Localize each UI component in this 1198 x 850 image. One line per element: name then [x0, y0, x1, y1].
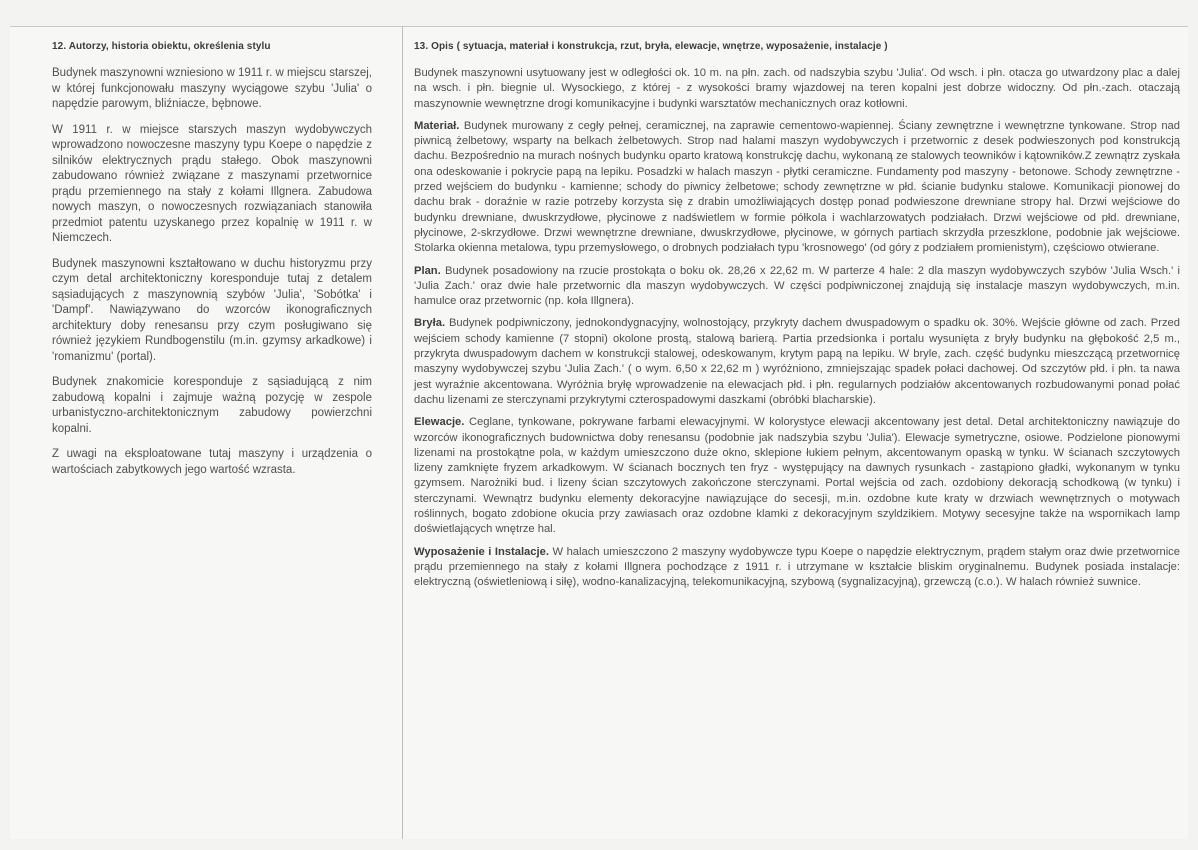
- elewacje-label: Elewacje.: [414, 416, 465, 429]
- elewacje-paragraph: [414, 415, 1180, 537]
- section-12: [52, 41, 372, 488]
- bryla-text: Budynek podpiwniczony, jednokondygnacyjny, wolnostojący, przykryty dachem dwuspadowym o spadku ok. 30%. Wejście główne od zach. Przed wejściem schody kamienne (7 stopni) okolone prostą, stalową barierą. Partia przedsionka i portalu wysunięta z bryły budynku na głębokość 2,5 m., przykryta dwuspadowym dachem w konstrukcji stalowej, odeskowanym, krytym papą na lepiku. W bryle, zach. część budynku mieszczącą przetwornicę maszyny wydobywczej szybu 'Julia Zach.' ( o wym. 6,50 x 22,62 m ) wyróżniono, zmniejszając spadek połaci dachowej. Od szczytów płd. i płn. ta nawa jest wyraźnie akcentowana. Wyróżnia bryłę wprowadzenie na elewacjach płd. i płn. regularnych podziałów akcentowanych rozbudowanymi ponad połać dachu lizenami ze sterczynami przykrytymi czterospadowymi daszkami (obróbki blacharskie).: [414, 317, 1180, 406]
- material-paragraph: [414, 119, 1180, 257]
- wyposazenie-label: Wyposażenie i Instalacje.: [414, 545, 549, 558]
- section-13: [414, 41, 1180, 598]
- plan-label: Plan.: [414, 264, 441, 277]
- wyposazenie-paragraph: [414, 545, 1180, 591]
- section-12-title: 12. Autorzy, historia obiektu, określenia stylu: [52, 41, 271, 52]
- history-paragraph-5: Z uwagi na eksploatowane tutaj maszyny i urządzenia o wartościach zabytkowych jego wartość wzrasta.: [52, 448, 372, 476]
- history-paragraph-3: Budynek maszynowni kształtowano w duchu historyzmu przy czym detal architektoniczny koresponduje tutaj z detalem sąsiadujących z maszynownią szybów 'Julia', 'Sobótka' i 'Dampf'. Nawiązywano do wzorców ikonograficznych architektury doby renesansu przy czym posługiwano się również językiem Rundbogenstilu (m.in. gzymsy arkadkowe) i 'romanizmu' (portal).: [52, 257, 372, 363]
- bryla-label: Bryła.: [414, 317, 446, 330]
- history-paragraph-1: Budynek maszynowni wzniesiono w 1911 r. w miejscu starszej, w której funkcjonowału maszyny wyciągowe szybu 'Julia' o napędzie parowym, bliźniacze, bębnowe.: [52, 67, 373, 110]
- situation-paragraph: Budynek maszynowni usytuowany jest w odległości ok. 10 m. na płn. zach. od nadszybia szybu 'Julia'. Od wsch. i płn. otacza go utwardzony plac a dalej na wsch. i płn. biegnie ul. Wysockiego, z której - z wysokości bramy wjazdowej na teren kopalni jest dobrze widoczny. Od płn.-zach. otaczają maszynownie wewnętrzne drogi komunikacyjne i budynki warsztatów mechanicznych oraz kotłowni.: [414, 67, 1180, 110]
- elewacje-text: Ceglane, tynkowane, pokrywane farbami elewacyjnymi. W kolorystyce elewacji akcentowany jest detal. Detal architektoniczny nawiązuje do wzorców ikonograficznych budownictwa doby renesansu (podobnie jak nadszybia szybu 'Julia'). Elewacje symetryczne, osiowe. Podzielone pionowymi lizenami na prostokątne pola, w każdym umieszczono duże okno, sklepione łukiem pełnym, akcentowanym opaską w tynku. W ścianach szczytowych lizeny zamknięte fryzem arkadkowym. W ścianach bocznych ten fryz - występujący na dawnych rysunkach - zastąpiono gładki, wykonanym w tynku gzymsem. Narożniki bud. i lizeny ścian szczytowych zakończone sterczynami. Portal wejścia od zach. ozdobiony dekoracją schodkową (w tynku) i sterczynami. Wewnątrz budynku elementy dekoracyjne nawiązujące do secesji, m.in. ozdobne kute kraty w drzwiach wewnętrznych o motywach roślinnych, bogato zdobione okucia przy zawiasach oraz ozdobne klamki z dekoracyjnym szyldzikiem. Motywy secesyjne także na wspornikach lamp doświetlających wnętrze hal.: [414, 416, 1180, 536]
- document-sheet: [10, 26, 1188, 839]
- material-text: Budynek murowany z cegły pełnej, ceramicznej, na zaprawie cementowo-wapiennej. Ściany zewnętrzne i wewnętrzne tynkowane. Strop nad piwnicą żelbetowy, wsparty na belkach żelbetowych. Strop nad halami maszyn wydobywczych i przetwornic z desek podwieszonych pod konstrukcją dachu. Bezpośrednio na murach nośnych budynku oparto kratową konstrukcję dachu, wykonaną ze stalowych teowników i kątowników.Z zewnątrz zyskała ona odeskowanie i pokrycie papą na lepiku. Posadzki w halach maszyn - płytki ceramiczne. Fundamenty pod maszyny - betonowe. Schody zewnętrzne - przed wejściem do budynku - kamienne; schody do piwnicy żelbetowe; schody zewnętrzne w płd. ścianie budynku stalowe. Komunikacji pionowej do dachu brak - doraźnie w razie potrzeby korzysta się z drabin umożliwiających dostęp ponad podwieszone drewniane stropy hal. Drzwi wejściowe do budynku drewniane, dwuskrzydłowe, płycinowe z nadświetlem w formie półkola i wachlarzowatych podziałach. Drzwi wejściowe od płd. drewniane, płycinowe, 2-skrzydłowe. Drzwi wewnętrzne drewniane, dwuskrzydłowe, płycinowe, w górnych partiach skrzydła przeszklone, podobnie jak wejściowe. Stolarka okienna metalowa, typu przemysłowego, o drobnych podziałach typu 'krosnowego' (od góry z podziałem promienistym), częściowo otwierane.: [414, 119, 1180, 255]
- history-paragraph-4: Budynek znakomicie koresponduje z sąsiadującą z nim zabudową kopalni i zajmuje ważną pozycję w zespole urbanistyczno-architektonicznym zabudowy powierzchni kopalni.: [52, 376, 372, 435]
- plan-paragraph: [414, 264, 1180, 310]
- column-divider: [402, 27, 403, 839]
- section-13-title: 13. Opis ( sytuacja, materiał i konstrukcja, rzut, bryła, elewacje, wnętrze, wyposażenie, instalacje ): [414, 41, 888, 52]
- material-label: Materiał.: [414, 119, 460, 132]
- history-paragraph-2: W 1911 r. w miejsce starszych maszyn wydobywczych wprowadzono nowoczesne maszyny typu Koepe o napędzie z silników elektrycznych prądu stałego. Obok maszynowni zabudowano również związane z maszynami przetwornice prądu przemiennego na stały z kołami Illgnera. Zabudowa nowych maszyn, o nowoczesnych rozwiązaniach stanowiła przedmiot patentu uzyskanego przez kopalnię w 1911 r. w Niemczech.: [52, 123, 372, 244]
- bryla-paragraph: [414, 316, 1180, 408]
- wyposazenie-text: W halach umieszczono 2 maszyny wydobywcze typu Koepe o napędzie elektrycznym, prądem stałym oraz dwie przetwornice prądu przemiennego na stały z kołami Illgnera pochodzące z 1911 r. i utrzymane w kształcie bliskim oryginalnemu. Budynek posiada instalacje: elektryczną (oświetleniową i siłę), wodno-kanalizacyjną, telekomunikacyjną, szybową (sygnalizacyjną), grzewczą (c.o.). W halach również suwnice.: [414, 545, 1180, 589]
- plan-text: Budynek posadowiony na rzucie prostokąta o boku ok. 28,26 x 22,62 m. W parterze 4 hale: 2 dla maszyn wydobywczych szybów 'Julia Wsch.' i 'Julia Zach.' oraz dwie hale przetwornic dla maszyn wydobywczych. W części podpiwniczonej znajdują się instalacje maszyn wydobywczych, m.in. hamulce oraz przetwornic (np. koła Illgnera).: [414, 264, 1180, 308]
